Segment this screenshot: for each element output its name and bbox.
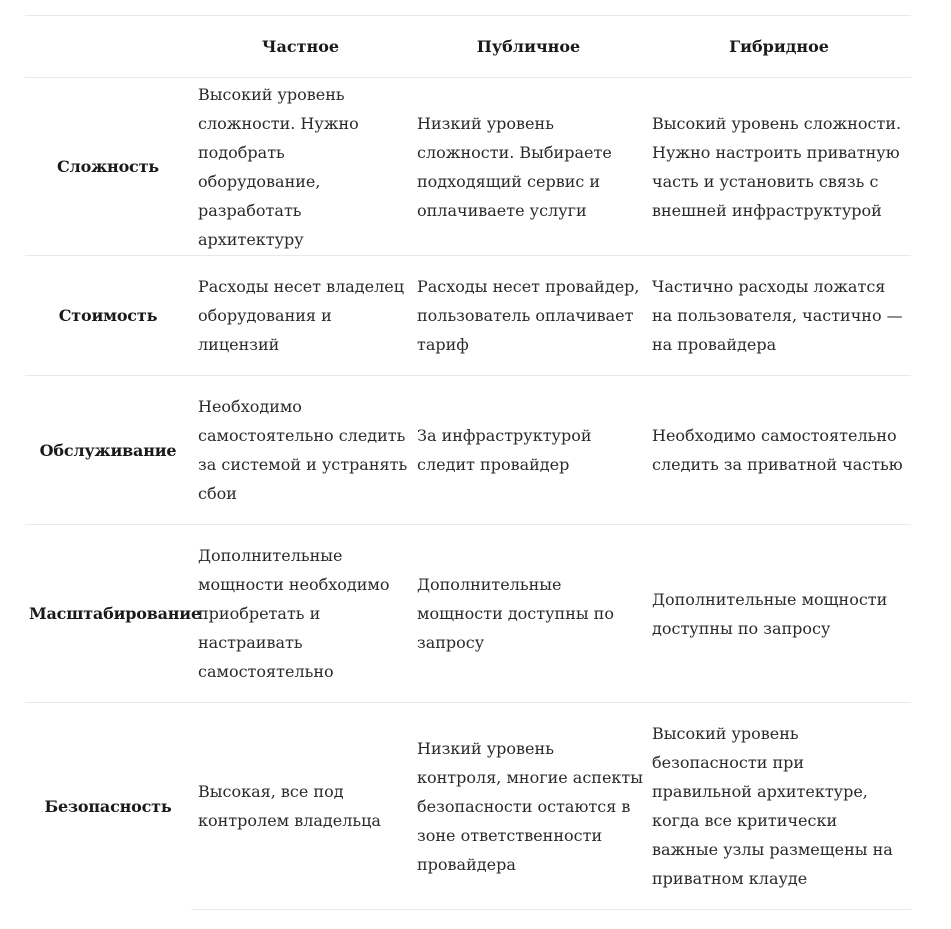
cloud-comparison-table [25, 15, 911, 910]
cell-complexity-public: Низкий уровень сложности. Выбираете подходящий сервис и оплачиваете услуги [410, 78, 647, 256]
table-row-security [25, 703, 911, 910]
comparison-table-container [25, 15, 911, 910]
cell-security-public: Низкий уровень контроля, многие аспекты безопасности остаются в зоне ответственности провайдера [410, 703, 647, 910]
row-label-security: Безопасность [25, 703, 191, 910]
header-row [25, 16, 911, 78]
column-header-public: Публичное [410, 16, 647, 78]
cell-complexity-private: Высокий уровень сложности. Нужно подобрать оборудование, разработать архитектуру [191, 78, 410, 256]
table-row-complexity [25, 78, 911, 256]
cell-maintenance-private: Необходимо самостоятельно следить за системой и устранять сбои [191, 376, 410, 525]
cell-complexity-hybrid: Высокий уровень сложности. Нужно настроить приватную часть и установить связь с внешней инфраструктурой [647, 78, 911, 256]
cell-cost-public: Расходы несет провайдер, пользователь оплачивает тариф [410, 256, 647, 376]
cell-cost-hybrid: Частично расходы ложатся на пользователя, частично — на провайдера [647, 256, 911, 376]
cell-security-private: Высокая, все под контролем владельца [191, 703, 410, 910]
row-label-scaling: Масштабирование [25, 525, 191, 703]
cell-scaling-public: Дополнительные мощности доступны по запросу [410, 525, 647, 703]
cell-scaling-hybrid: Дополнительные мощности доступны по запросу [647, 525, 911, 703]
cell-scaling-private: Дополнительные мощности необходимо приобретать и настраивать самостоятельно [191, 525, 410, 703]
table-row-maintenance [25, 376, 911, 525]
column-header-private: Частное [191, 16, 410, 78]
cell-maintenance-public: За инфраструктурой следит провайдер [410, 376, 647, 525]
row-label-complexity: Сложность [25, 78, 191, 256]
cell-security-hybrid: Высокий уровень безопасности при правильной архитектуре, когда все критически важные узлы размещены на приватном клауде [647, 703, 911, 910]
row-label-maintenance: Обслуживание [25, 376, 191, 525]
table-row-scaling [25, 525, 911, 703]
cell-maintenance-hybrid: Необходимо самостоятельно следить за приватной частью [647, 376, 911, 525]
cell-cost-private: Расходы несет владелец оборудования и лицензий [191, 256, 410, 376]
column-header-hybrid: Гибридное [647, 16, 911, 78]
row-label-cost: Стоимость [25, 256, 191, 376]
table-row-cost [25, 256, 911, 376]
corner-cell [25, 16, 191, 78]
